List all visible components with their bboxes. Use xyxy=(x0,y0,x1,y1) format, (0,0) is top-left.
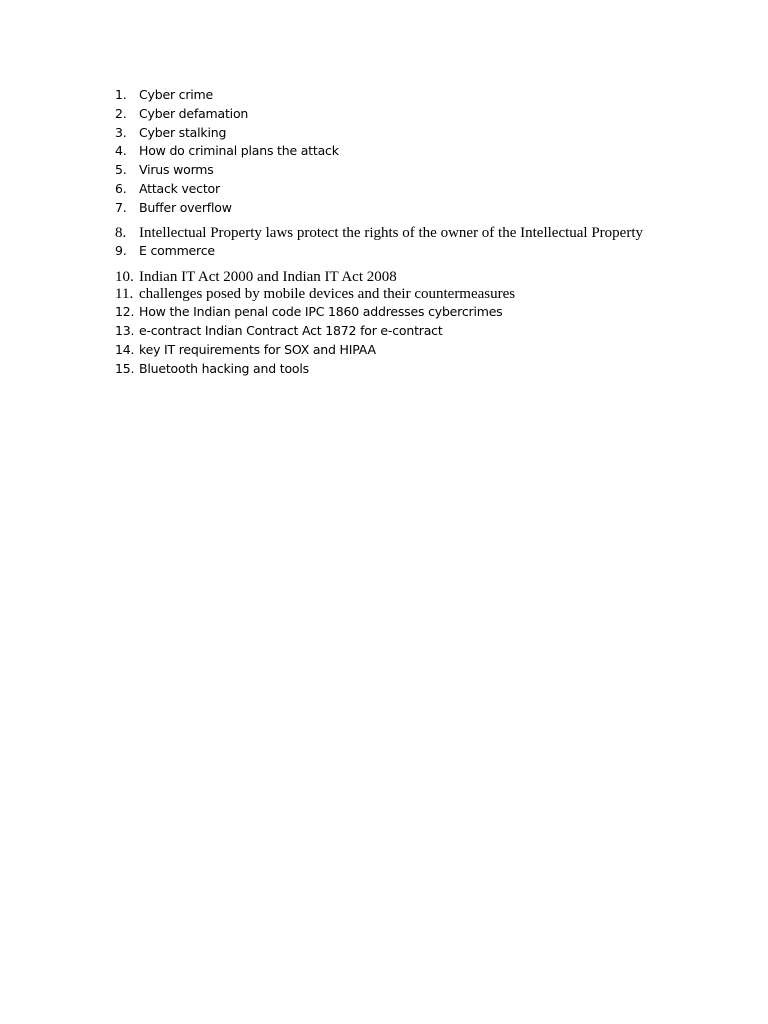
list-text: Cyber crime xyxy=(139,87,214,102)
list-text: How the Indian penal code IPC 1860 addresses cybercrimes xyxy=(139,304,503,320)
list-text: E commerce xyxy=(139,242,215,258)
list-number: 14. xyxy=(115,341,135,357)
list-text: Virus worms xyxy=(139,162,214,178)
list-item xyxy=(115,180,643,199)
list-item xyxy=(115,124,643,143)
list-item xyxy=(115,322,643,341)
list-number: 2. xyxy=(115,105,127,121)
list-number: 3. xyxy=(115,124,127,140)
list-item xyxy=(115,142,643,161)
list-number: 11. xyxy=(115,286,134,303)
list-text: Cyber defamation xyxy=(139,105,249,121)
list-item xyxy=(115,303,643,322)
list-item xyxy=(115,161,643,180)
list-number: 8. xyxy=(115,224,127,241)
list-item xyxy=(115,269,643,286)
list-number: 12. xyxy=(115,304,135,320)
list-item xyxy=(115,360,643,379)
list-number: 4. xyxy=(115,143,127,159)
list-item xyxy=(115,199,643,218)
list-item xyxy=(115,86,643,105)
list-text: Buffer overflow xyxy=(139,199,232,215)
list-number: 5. xyxy=(115,162,127,178)
list-number: 10. xyxy=(115,269,134,286)
list-item xyxy=(115,341,643,360)
list-text: Bluetooth hacking and tools xyxy=(139,360,309,376)
list-number: 6. xyxy=(115,180,127,196)
topic-list xyxy=(115,86,643,379)
list-text: Indian IT Act 2000 and Indian IT Act 2008 xyxy=(139,269,397,286)
list-number: 15. xyxy=(115,360,135,376)
list-text: key IT requirements for SOX and HIPAA xyxy=(139,341,376,357)
list-item xyxy=(115,225,643,242)
list-number: 1. xyxy=(115,87,127,102)
list-number: 9. xyxy=(115,242,127,258)
list-text: Intellectual Property laws protect the rights of the owner of the Intellectual Property xyxy=(139,224,644,241)
list-text: Cyber stalking xyxy=(139,124,227,140)
list-text: challenges posed by mobile devices and their countermeasures xyxy=(139,286,516,303)
list-item xyxy=(115,105,643,124)
list-item xyxy=(115,242,643,261)
list-text: How do criminal plans the attack xyxy=(139,143,339,159)
list-number: 7. xyxy=(115,199,127,215)
list-text: e-contract Indian Contract Act 1872 for e-contract xyxy=(139,323,443,339)
list-item xyxy=(115,286,643,303)
list-text: Attack vector xyxy=(139,180,220,196)
list-number: 13. xyxy=(115,323,135,339)
